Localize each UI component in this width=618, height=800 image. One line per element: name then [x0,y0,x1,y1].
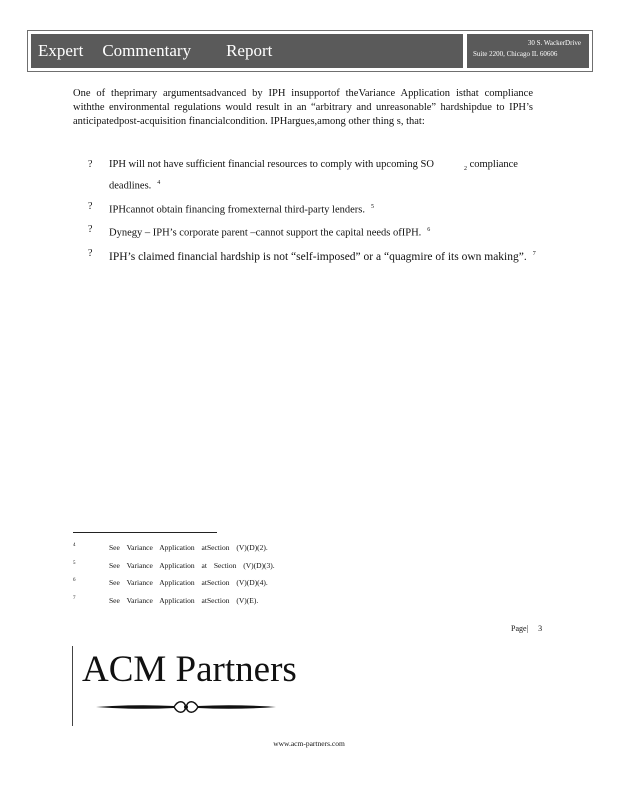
bullet-glyph: ? [88,247,93,259]
footnote-divider [73,532,217,533]
title-word-report: Report [226,41,273,60]
bullet-text: IPHcannot obtain financing fromexternal third-party lenders. [109,204,365,216]
bullet-glyph: ? [88,159,93,170]
page-label: Page| [511,624,529,633]
bullet-glyph: ? [88,200,93,212]
website-link[interactable]: www.acm-partners.com [273,739,345,748]
intro-paragraph: One of theprimary argumentsadvanced by IPH insupportof theVariance Application isthat compliance withthe environmental regulations would result in an “arbitrary and unreasonable” hardshipdue to IPH’s anticipatedpost-acquisition financialcondition. IPHargues,among other thing s, that: [73,88,533,127]
list-item [88,200,548,218]
bullet-text: IPH’s claimed financial hardship is not “self-imposed” or a “quagmire of its own making”. [109,250,527,263]
footnote-ref[interactable]: 4 [157,180,161,187]
footnote [73,557,373,575]
footnote-ref[interactable]: 7 [532,250,536,257]
ornamental-flourish-icon [96,698,276,716]
footnotes [73,539,373,609]
footnote-text: See Variance Application atSection (V)(D)(4). [109,578,268,587]
footnote-text: See Variance Application atSection (V)(E). [109,595,259,605]
footnote-text: See Variance Application at Section (V)(D)(3). [109,560,275,570]
footnote-ref[interactable]: 6 [427,227,431,234]
footnote-text: See Variance Application atSection (V)(D)(2). [109,543,268,552]
footnote [73,574,373,592]
footnote [73,592,373,610]
argument-list [88,158,548,269]
footnote [73,539,373,557]
footnote-number: 4 [73,543,76,548]
list-item [88,158,548,194]
bullet-glyph: ? [88,224,93,236]
bullet-text: IPH will not have sufficient financial resources to comply with upcoming SO [109,159,434,170]
bullet-text: Dynegy – IPH’s corporate parent –cannot support the capital needs ofIPH. [109,227,422,239]
title-word-commentary: Commentary [102,41,192,60]
footnote-number: 7 [73,595,76,601]
address-box [467,34,589,68]
page-number-value: 3 [538,624,543,633]
page-number [511,624,542,633]
footnote-ref[interactable]: 5 [371,203,374,210]
title-word-expert: Expert [38,41,84,60]
list-item [88,223,548,241]
report-title-banner [31,34,463,68]
address-street: 30 S. WackerDrive [527,39,581,47]
subscript: 2 [463,166,467,173]
bullet-text-cont: compliance deadlines. [109,159,518,192]
list-item [88,247,548,264]
footnote-number: 6 [73,578,76,583]
company-logo: ACM Partners [82,649,297,690]
footnote-number: 5 [73,560,76,566]
address-city: Suite 2200, Chicago IL 60606 [473,50,558,58]
logo-divider [72,646,73,726]
